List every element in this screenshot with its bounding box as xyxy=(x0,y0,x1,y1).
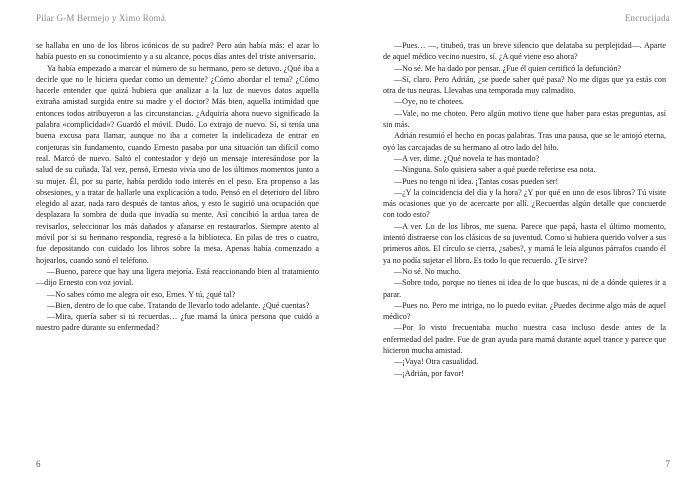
page-number-right: 7 xyxy=(665,459,670,469)
running-head-title: Encrucijada xyxy=(624,13,670,23)
paragraph: —A ver. Lo de los libros, me suena. Parece que papá, hasta el último momento, intentó distraerse con los clásicos de su juventud. Como si hubiera querido volver a sus primeros años. El círculo se cierra, ¿sabes?, y mamá le leía algunos párrafos cuando él ya no podía sujetar el libro. Es todo lo que recuerdo. ¿Te sirve? xyxy=(383,221,666,265)
paragraph: —Bueno, parece que hay una ligera mejoría. Está reaccionando bien al tratamiento —dijo Ernesto con voz jovial. xyxy=(36,266,319,288)
paragraph: se hallaba en uno de los libros icónicos de su padre? Pero aún había más: el azar lo había puesto en su conocimiento y a su alcance, pocos días antes del triste aniversario. xyxy=(36,41,319,62)
paragraph: —No sé. No mucho. xyxy=(394,266,461,276)
paragraph: —Sí, claro. Pero Adrián, ¿se puede saber qué pasa? No me digas que ya estás con otra de tus neuras. Llevabas una temporada muy calmadito. xyxy=(383,74,666,96)
paragraph: —Vale, no me choteo. Pero algún motivo tiene que haber para estas preguntas, así sin más. xyxy=(383,108,666,130)
paragraph: —¿Y la coincidencia del día y la hora? ¿Y por qué en uno de esos libros? Tú visite más ocasiones que yo de acercarte por allí. ¿Recuerdas algún detalle que concuerde con todo esto? xyxy=(383,187,666,220)
paragraph: —A ver, dime. ¿Qué novela te has montado? xyxy=(394,153,540,163)
left-text-block xyxy=(36,40,319,334)
paragraph: —Ninguna. Solo quisiera saber a qué puede referirse esa nota. xyxy=(394,165,596,175)
paragraph: Ya había empezado a marcar el número de su hermano, pero se detuvo. ¿Qué iba a decirle que no le hiciera quedar como un demente? ¿Cómo abordar el tema? ¿Cómo hacerle entender que quizá hubiera que analizar a la luz de nuevos datos aquella extraña amistad surgida entre su madre y el doctor? Más bien, aquella intimidad que entonces todos atribuyeron a las circunstancias. ¿Adquiría ahora nuevo significado la palabra «complicidad»? Guardó el móvil. Dudó. Lo extrajo de nuevo. Sí, si tenía una buena excusa para llamar, aunque no iba a cometer la indelicadeza de entrar en conjeturas sin fundamento, cuando Ernesto pasaba por una situación tan difícil como real. Marcó de nuevo. Saltó el contestador y dejó un mensaje interesándose por la salud de su cuñada. Tal vez, pensó, Ernesto vivía uno de los últimos momentos junto a su mujer. Él, por su parte, había perdido todo interés en el peso. Era propenso a las obsesiones, y a tratar de hallarle una explicación a todo. Pensó en el deterioro del libro elegido al azar, nada raro después de tantos años, y esto le sugirió una ocupación que desplazara la sombra de duda que invadía su mente. Así concibió la ardua tarea de revisarlos, seleccionar los más dañados y afanarse en restaurarlos. Siempre atento al móvil por si su hermano respondía, regresó a la biblioteca. En pilas de tres o cuatro, fue depositando con cuidado los libros sobre la mesa. Apenas había comenzado a hojearlos, cuando sonó el teléfono. xyxy=(36,63,319,265)
paragraph: —¡Adrián, por favor! xyxy=(394,368,464,378)
paragraph: —Pues no tengo ni idea. ¡Tantas cosas pueden ser! xyxy=(394,176,559,186)
paragraph: —Pues… —, titubeó, tras un breve silencio que delataba su perplejidad—. Aparte de aquel médico vecino nuestro, sí. ¿A qué viene eso ahora? xyxy=(383,41,666,62)
paragraph: —Sobre todo, porque no tienes ni idea de lo que buscas, ni de a dónde quieres ir a parar. xyxy=(383,278,666,299)
paragraph: —No sabes cómo me alegra oír eso, Ernes. Y tú, ¿qué tal? xyxy=(47,289,236,299)
paragraph: —Bien, dentro de lo que cabe. Tratando de llevarlo todo adelante. ¿Qué cuentas? xyxy=(47,300,310,310)
right-text-block xyxy=(383,40,666,379)
running-head-authors: Pilar G-M Bermejo y Ximo Romá xyxy=(36,13,166,23)
paragraph: —Pues no. Pero me intriga, no lo puedo evitar. ¿Puedes decirme algo más de aquel médico? xyxy=(383,300,666,322)
page-number-left: 6 xyxy=(36,459,41,469)
paragraph: —¡Vaya! Otra casualidad. xyxy=(394,357,479,367)
paragraph: —No sé. Me ha dado por pensar. ¿Fue él quien certificó la defunción? xyxy=(394,63,621,73)
paragraph: —Mira, quería saber si tú recuerdas… ¿fue mamá la única persona que cuidó a nuestro padre durante su enfermedad? xyxy=(36,312,319,333)
paragraph: —Oye, no te chotees. xyxy=(394,97,464,107)
right-page xyxy=(350,0,700,490)
paragraph: Adrián resumió el hecho en pocas palabras. Tras una pausa, que se le antojó eterna, oyó las carcajadas de su hermano al otro lado del hilo. xyxy=(383,131,666,152)
paragraph: —Por lo visto frecuentaba mucho nuestra casa incluso desde antes de la enfermedad del padre. Fue de gran ayuda para mamá durante aquel trance y parece que hicieron mucha amistad. xyxy=(383,323,666,356)
